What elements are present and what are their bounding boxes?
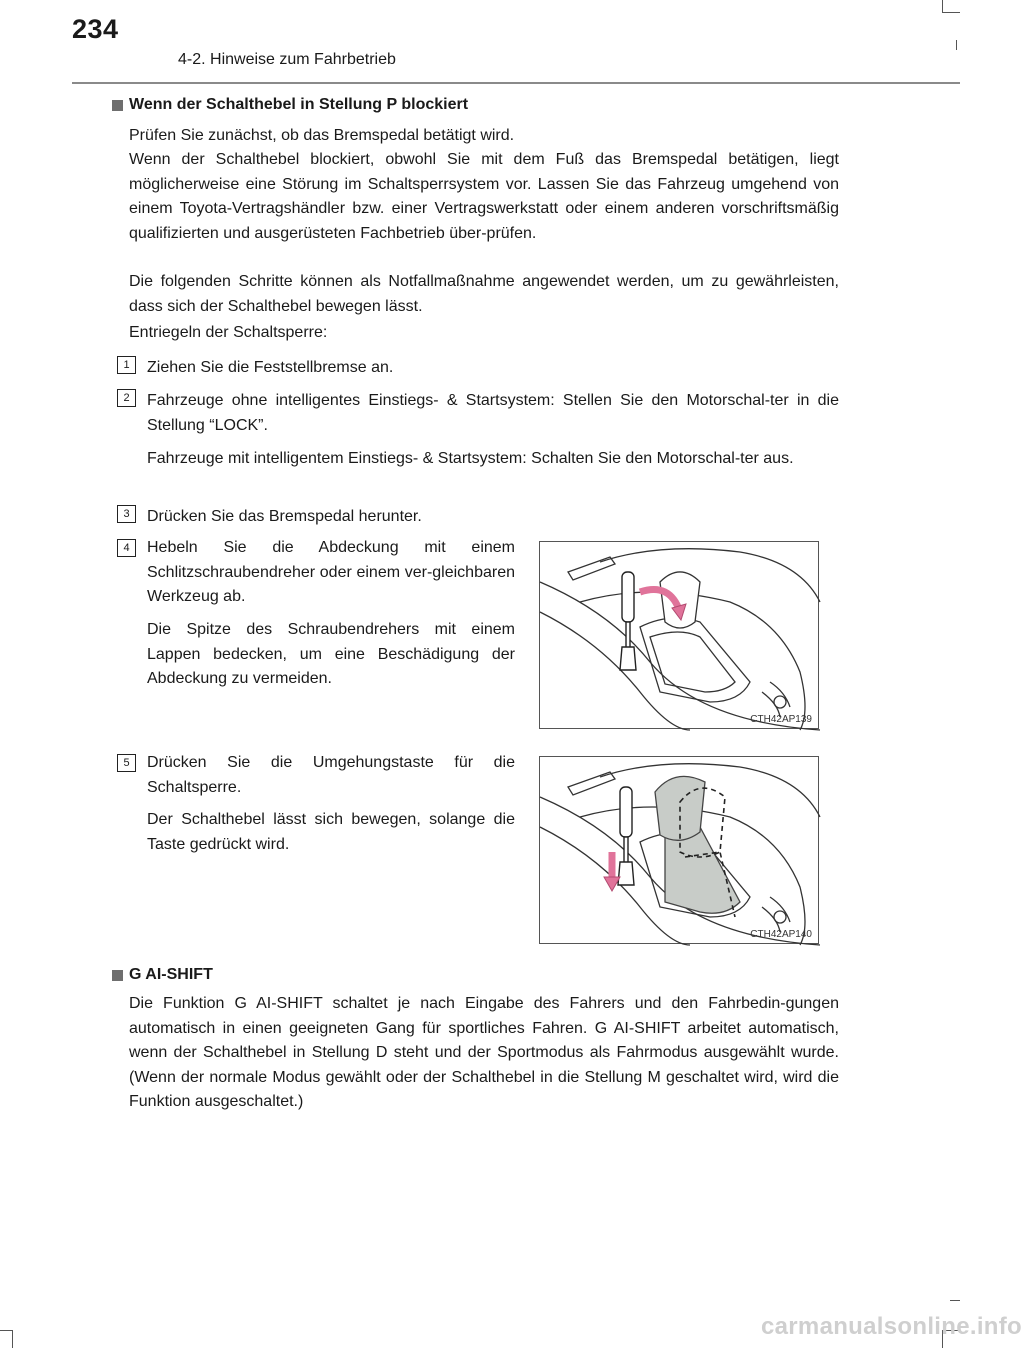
step-text: Drücken Sie die Umgehungstaste für die Schaltsperre. [147, 754, 515, 796]
figure-shift-cover [539, 541, 819, 729]
step-text: Fahrzeuge ohne intelligentes Einstiegs- & Startsystem: Stellen Sie den Motorschal-ter in die Stellung “LOCK”. [147, 392, 839, 434]
crop-mark [942, 12, 960, 13]
chapter-title: 4-2. Hinweise zum Fahrbetrieb [178, 51, 396, 68]
step-number: 4 [117, 539, 136, 557]
crop-mark [942, 0, 943, 12]
section-heading-text: G AI-SHIFT [129, 966, 213, 983]
crop-mark [12, 1330, 13, 1348]
step-number: 5 [117, 754, 136, 772]
step-text: Fahrzeuge mit intelligentem Einstiegs- & Startsystem: Schalten Sie den Motorschal-ter aus. [147, 450, 794, 467]
step-text: Der Schalthebel lässt sich bewegen, solange die Taste gedrückt wird. [147, 811, 515, 853]
figure-code: CTH42AP139 [750, 714, 812, 725]
square-bullet-icon [112, 970, 123, 981]
page-number: 234 [72, 14, 119, 44]
paragraph: Die folgenden Schritte können als Notfallmaßnahme angewendet werden, um zu gewährleisten, dass sich der Schalthebel bewegen lässt. [129, 273, 839, 315]
figure-bypass-button [539, 756, 819, 944]
crop-mark [956, 40, 957, 50]
step-number: 1 [117, 356, 136, 374]
paragraph: Entriegeln der Schaltsperre: [129, 324, 328, 341]
illustration-pry-cover [540, 542, 820, 730]
figure-code: CTH42AP140 [750, 929, 812, 940]
step-number: 3 [117, 505, 136, 523]
crop-mark [0, 1330, 12, 1331]
step-text: Ziehen Sie die Feststellbremse an. [147, 359, 394, 376]
section-heading [112, 966, 213, 984]
paragraph: Die Funktion G AI-SHIFT schaltet je nach Eingabe des Fahrers und den Fahrbedin-gungen automatisch in einen geeigneten Gang für sportliches Fahren. G AI-SHIFT arbeitet automatisch, wenn der Schalthebel in Stellung D steht und der Sportmodus als Fahrmodus ausgewählt wurde. (Wenn der normale Modus gewählt oder der Schalthebel in die Stellung M geschaltet wird, wird die Funktion ausgeschaltet.) [129, 995, 839, 1110]
illustration-bypass-button [540, 757, 820, 945]
step-text: Hebeln Sie die Abdeckung mit einem Schlitzschraubendreher oder einem ver-gleichbaren Werkzeug ab. [147, 539, 515, 605]
section-heading-text: Wenn der Schalthebel in Stellung P blockiert [129, 96, 469, 113]
paragraph: Prüfen Sie zunächst, ob das Bremspedal betätigt wird. [129, 127, 515, 144]
section-heading [112, 96, 468, 114]
step-text: Die Spitze des Schraubendrehers mit einem Lappen bedecken, um eine Beschädigung der Abdeckung zu vermeiden. [147, 621, 515, 687]
crop-mark [950, 1300, 960, 1301]
watermark: carmanualsonline.info [761, 1313, 1022, 1340]
paragraph: Wenn der Schalthebel blockiert, obwohl Sie mit dem Fuß das Bremspedal betätigen, liegt möglicherweise eine Störung im Schaltsperrsystem vor. Lassen Sie das Fahrzeug umgehend von einem Toyota-Vertragshändler bzw. einer Vertragswerkstatt oder einem anderen vorschriftsmäßig qualifizierten und ausgerüsteten Fachbetrieb über-prüfen. [129, 151, 839, 242]
step-number: 2 [117, 389, 136, 407]
step-text: Drücken Sie das Bremspedal herunter. [147, 508, 422, 525]
header-rule [72, 82, 960, 84]
square-bullet-icon [112, 100, 123, 111]
